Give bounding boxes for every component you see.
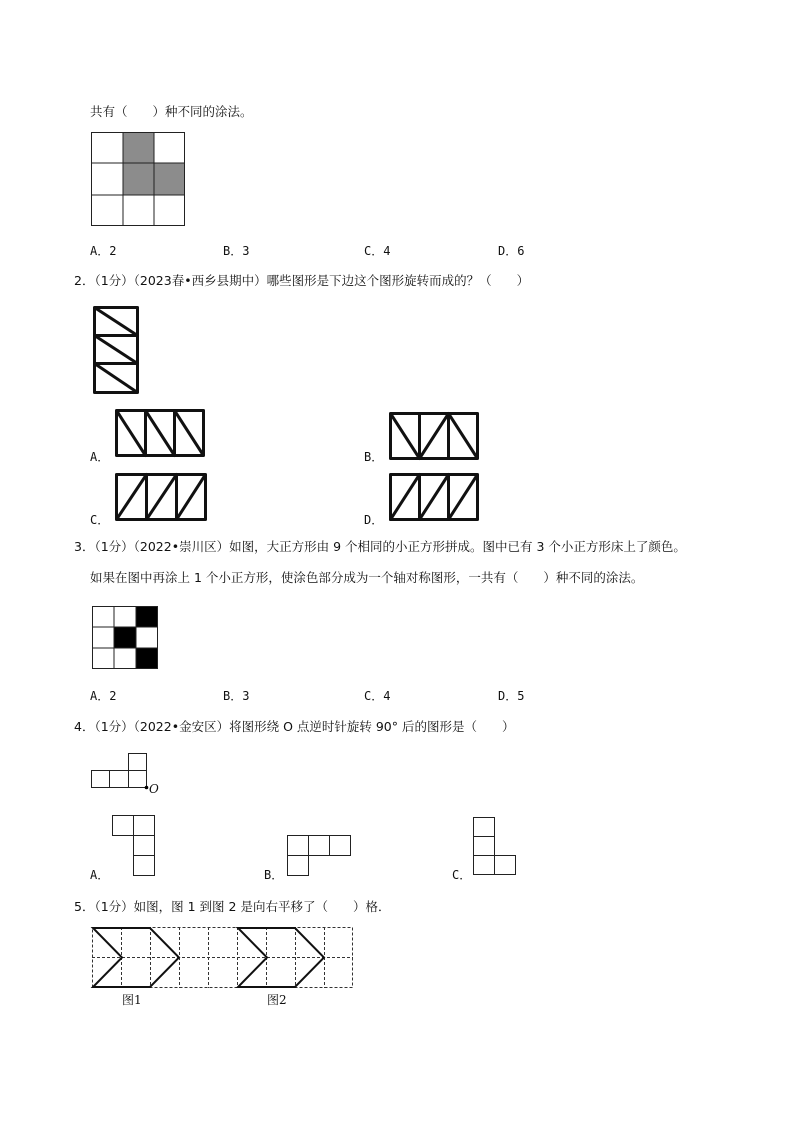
q3-option-a[interactable]: A．2 [90,689,117,703]
q4-option-a-label[interactable]: A． [90,868,110,882]
shape-1 [93,928,179,987]
q4-option-b-figure[interactable] [287,835,353,877]
q4-option-b-label[interactable]: B． [264,868,284,882]
q4-stem: 4．（1分）（2022•金安区）将图形绕 O 点逆时针旋转 90° 后的图形是（ ） [74,719,515,734]
q4-option-a-figure[interactable] [112,815,157,877]
q2-stem: 2．（1分）（2023春•西乡县期中）哪些图形是下边这个图形旋转而成的？（ ） [74,273,530,288]
q1-option-a[interactable]: A．2 [90,244,117,258]
q5-fig1-label: 图1 [122,993,142,1007]
q1-grid-figure [91,132,186,227]
q5-translation-figure [92,927,356,991]
q1-stem-tail: 共有（ ）种不同的涂法。 [90,104,253,119]
q4-point-label: O [149,782,159,796]
q1-option-d[interactable]: D．6 [498,244,525,258]
q5-stem: 5．（1分）如图，图 1 到图 2 是向右平移了（ ）格． [74,899,391,914]
q3-grid-figure [92,606,159,670]
q2-option-d-label[interactable]: D． [364,513,384,527]
q5-fig2-label: 图2 [267,993,287,1007]
q4-option-c-label[interactable]: C． [452,868,472,882]
q3-stem-line1: 3．（1分）（2022•崇川区）如图，大正方形由 9 个相同的小正方形拼成。图中已有 3 个小正方形床上了颜色。 [74,539,686,554]
q1-option-b[interactable]: B．3 [223,244,250,258]
q4-original-figure [91,752,151,792]
q2-option-b-label[interactable]: B． [364,450,384,464]
q1-option-c[interactable]: C．4 [364,244,391,258]
pivot-point [145,786,149,790]
shape-2 [238,928,324,987]
q2-original-figure [93,306,139,394]
q3-option-d[interactable]: D．5 [498,689,525,703]
q3-stem-line2: 如果在图中再涂上 1 个小正方形，使涂色部分成为一个轴对称图形，一共有（ ）种不同的涂法。 [90,570,644,585]
q2-option-a-figure[interactable] [115,409,205,457]
q2-option-a-label[interactable]: A． [90,450,110,464]
q2-option-c-label[interactable]: C． [90,513,110,527]
q3-option-b[interactable]: B．3 [223,689,250,703]
q2-option-d-figure[interactable] [389,473,479,521]
q2-option-b-figure[interactable] [389,412,479,460]
q3-option-c[interactable]: C．4 [364,689,391,703]
q4-option-c-figure[interactable] [473,817,518,879]
q2-option-c-figure[interactable] [115,473,207,521]
